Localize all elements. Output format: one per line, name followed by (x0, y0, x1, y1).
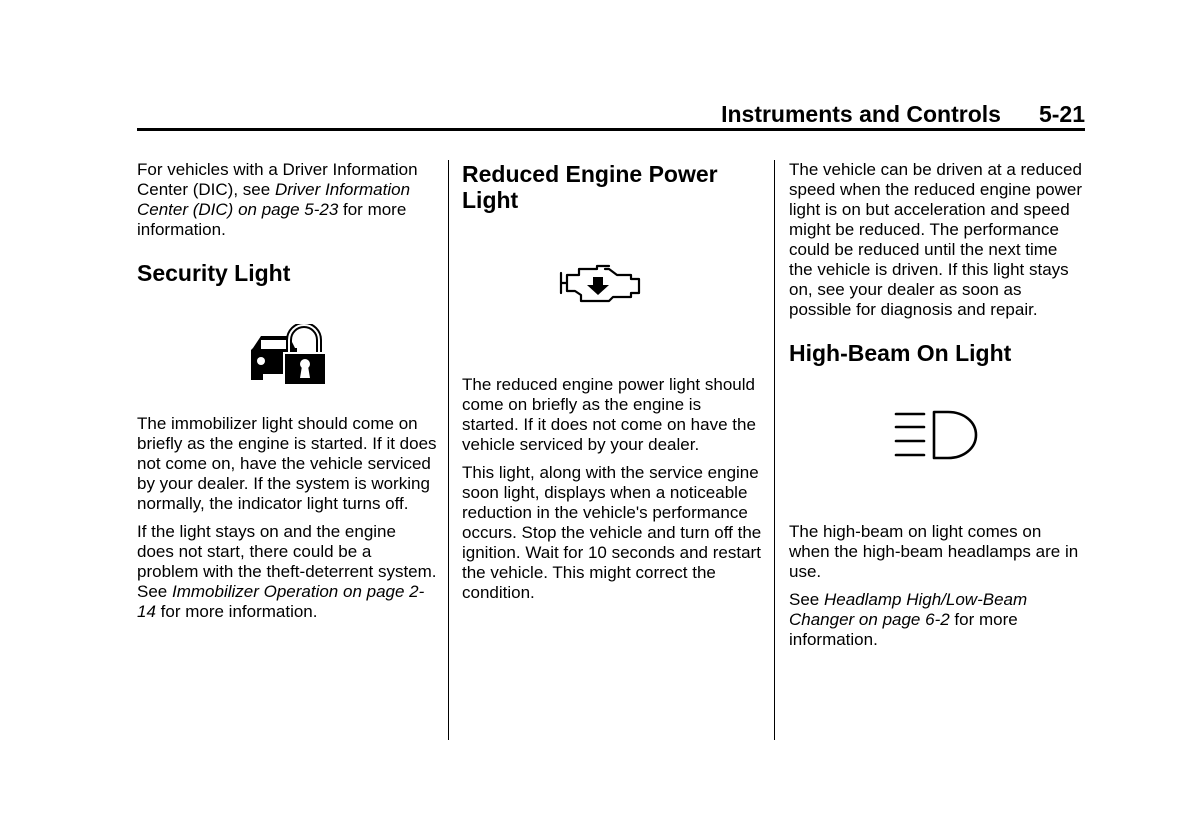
column-1 (137, 160, 437, 630)
cross-reference: Headlamp High/Low-Beam Changer on page 6-2 (789, 590, 1028, 629)
column-3 (789, 160, 1085, 658)
reduced-speed-paragraph: The vehicle can be driven at a reduced speed when the reduced engine power light is on but acceleration and speed might be reduced. The performance could be reduced until the next time the vehicle is driven. If this light stays on, see your dealer as soon as possible for diagnosis and repair. (789, 160, 1082, 319)
reduced-engine-power-heading: Reduced Engine Power Light (462, 161, 718, 213)
high-beam-heading: High-Beam On Light (789, 340, 1012, 366)
cross-reference: Immobilizer Operation on page 2-14 (137, 582, 425, 621)
column-2 (462, 160, 762, 611)
section-title: Instruments and Controls (721, 101, 1001, 127)
theft-deterrent-paragraph: If the light stays on and the engine does not start, there could be a problem with the theft-deterrent system. See Immobilizer Operation on page 2-14 for more information. (137, 522, 437, 621)
cross-reference: Driver Information Center (DIC) on page 5-23 (137, 180, 411, 219)
security-lock-icon (137, 324, 437, 414)
reduced-engine-power-icon (462, 263, 762, 375)
page-number: 5-21 (1038, 101, 1085, 127)
column-divider (448, 160, 449, 740)
high-beam-icon (789, 408, 1085, 522)
intro-paragraph: For vehicles with a Driver Information Center (DIC), see Driver Information Center (DIC) on page 5-23 for more information. (137, 160, 418, 239)
reduced-power-paragraph-2: This light, along with the service engine soon light, displays when a noticeable reduction in the vehicle's performance occurs. Stop the vehicle and turn off the ignition. Wait for 10 seconds and restart the vehicle. This might correct the condition. (462, 463, 762, 602)
immobilizer-paragraph: The immobilizer light should come on briefly as the engine is started. If it does not come on, have the vehicle serviced by your dealer. If the system is working normally, the indicator light turns off. (137, 414, 437, 513)
high-beam-paragraph: The high-beam on light comes on when the high-beam headlamps are in use. (789, 522, 1079, 581)
page-header (137, 100, 1085, 131)
reduced-power-paragraph-1: The reduced engine power light should come on briefly as the engine is started. If it does not come on have the vehicle serviced by your dealer. (462, 375, 756, 454)
headlamp-reference-paragraph: See Headlamp High/Low-Beam Changer on page 6-2 for more information. (789, 590, 1028, 649)
column-divider (774, 160, 775, 740)
security-light-heading: Security Light (137, 260, 291, 286)
